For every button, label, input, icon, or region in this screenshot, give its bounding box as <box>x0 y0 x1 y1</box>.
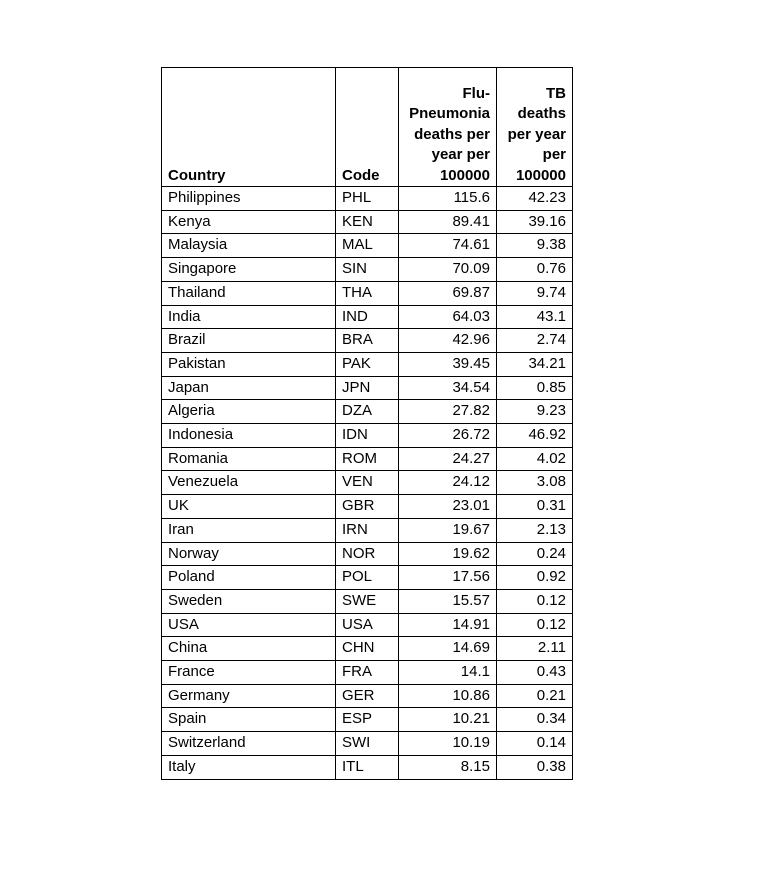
cell-code: GER <box>336 684 399 708</box>
cell-code: IRN <box>336 518 399 542</box>
cell-flu-pneumonia: 42.96 <box>399 329 497 353</box>
table-header <box>162 68 573 187</box>
cell-tb: 0.43 <box>497 661 573 685</box>
table-row <box>162 732 573 756</box>
cell-flu-pneumonia: 24.27 <box>399 447 497 471</box>
header-tb: TB deaths per year per 100000 <box>497 68 573 187</box>
header-flu-pneumonia: Flu-Pneumonia deaths per year per 100000 <box>399 68 497 187</box>
cell-code: IDN <box>336 424 399 448</box>
cell-country: Singapore <box>162 258 336 282</box>
cell-code: MAL <box>336 234 399 258</box>
table-row <box>162 637 573 661</box>
cell-country: Philippines <box>162 187 336 211</box>
cell-flu-pneumonia: 34.54 <box>399 376 497 400</box>
cell-tb: 2.74 <box>497 329 573 353</box>
cell-tb: 9.74 <box>497 281 573 305</box>
cell-country: India <box>162 305 336 329</box>
table-row <box>162 305 573 329</box>
table-row <box>162 234 573 258</box>
cell-tb: 0.31 <box>497 495 573 519</box>
cell-flu-pneumonia: 14.69 <box>399 637 497 661</box>
cell-flu-pneumonia: 23.01 <box>399 495 497 519</box>
table-body <box>162 187 573 780</box>
cell-country: UK <box>162 495 336 519</box>
cell-code: GBR <box>336 495 399 519</box>
cell-code: IND <box>336 305 399 329</box>
table-row <box>162 471 573 495</box>
table-row <box>162 518 573 542</box>
cell-tb: 9.38 <box>497 234 573 258</box>
cell-country: Spain <box>162 708 336 732</box>
cell-country: Algeria <box>162 400 336 424</box>
cell-code: THA <box>336 281 399 305</box>
cell-country: Germany <box>162 684 336 708</box>
cell-flu-pneumonia: 64.03 <box>399 305 497 329</box>
cell-country: France <box>162 661 336 685</box>
cell-code: NOR <box>336 542 399 566</box>
cell-tb: 42.23 <box>497 187 573 211</box>
cell-flu-pneumonia: 10.21 <box>399 708 497 732</box>
cell-tb: 0.21 <box>497 684 573 708</box>
header-country: Country <box>162 68 336 187</box>
cell-tb: 2.13 <box>497 518 573 542</box>
cell-country: Romania <box>162 447 336 471</box>
table-row <box>162 187 573 211</box>
cell-country: Malaysia <box>162 234 336 258</box>
table-row <box>162 258 573 282</box>
cell-country: Sweden <box>162 589 336 613</box>
cell-flu-pneumonia: 10.86 <box>399 684 497 708</box>
cell-country: Iran <box>162 518 336 542</box>
cell-tb: 9.23 <box>497 400 573 424</box>
cell-country: Japan <box>162 376 336 400</box>
cell-flu-pneumonia: 115.6 <box>399 187 497 211</box>
cell-country: China <box>162 637 336 661</box>
cell-flu-pneumonia: 14.91 <box>399 613 497 637</box>
cell-code: SWI <box>336 732 399 756</box>
cell-tb: 0.14 <box>497 732 573 756</box>
cell-code: ESP <box>336 708 399 732</box>
cell-code: BRA <box>336 329 399 353</box>
cell-code: ROM <box>336 447 399 471</box>
cell-flu-pneumonia: 24.12 <box>399 471 497 495</box>
cell-country: Venezuela <box>162 471 336 495</box>
cell-tb: 0.85 <box>497 376 573 400</box>
cell-code: POL <box>336 566 399 590</box>
cell-tb: 3.08 <box>497 471 573 495</box>
cell-code: VEN <box>336 471 399 495</box>
cell-code: SIN <box>336 258 399 282</box>
table-row <box>162 684 573 708</box>
cell-code: USA <box>336 613 399 637</box>
table-row <box>162 210 573 234</box>
cell-flu-pneumonia: 19.62 <box>399 542 497 566</box>
cell-tb: 43.1 <box>497 305 573 329</box>
cell-code: PHL <box>336 187 399 211</box>
table-row <box>162 352 573 376</box>
cell-code: FRA <box>336 661 399 685</box>
cell-country: Kenya <box>162 210 336 234</box>
table-row <box>162 281 573 305</box>
cell-flu-pneumonia: 39.45 <box>399 352 497 376</box>
cell-flu-pneumonia: 89.41 <box>399 210 497 234</box>
cell-tb: 0.92 <box>497 566 573 590</box>
cell-tb: 2.11 <box>497 637 573 661</box>
cell-flu-pneumonia: 74.61 <box>399 234 497 258</box>
table-row <box>162 495 573 519</box>
cell-code: ITL <box>336 755 399 779</box>
cell-tb: 0.12 <box>497 613 573 637</box>
cell-tb: 0.24 <box>497 542 573 566</box>
cell-tb: 39.16 <box>497 210 573 234</box>
cell-code: JPN <box>336 376 399 400</box>
cell-code: CHN <box>336 637 399 661</box>
cell-country: Brazil <box>162 329 336 353</box>
cell-country: Pakistan <box>162 352 336 376</box>
cell-country: Thailand <box>162 281 336 305</box>
header-code: Code <box>336 68 399 187</box>
cell-country: Indonesia <box>162 424 336 448</box>
cell-tb: 4.02 <box>497 447 573 471</box>
table-row <box>162 708 573 732</box>
cell-tb: 0.12 <box>497 589 573 613</box>
cell-code: SWE <box>336 589 399 613</box>
table-row <box>162 566 573 590</box>
cell-flu-pneumonia: 15.57 <box>399 589 497 613</box>
cell-flu-pneumonia: 26.72 <box>399 424 497 448</box>
cell-flu-pneumonia: 19.67 <box>399 518 497 542</box>
cell-country: Poland <box>162 566 336 590</box>
cell-country: Norway <box>162 542 336 566</box>
table-row <box>162 400 573 424</box>
cell-code: DZA <box>336 400 399 424</box>
table-row <box>162 589 573 613</box>
table-row <box>162 755 573 779</box>
cell-code: KEN <box>336 210 399 234</box>
table-row <box>162 542 573 566</box>
table-row <box>162 447 573 471</box>
cell-flu-pneumonia: 27.82 <box>399 400 497 424</box>
cell-flu-pneumonia: 14.1 <box>399 661 497 685</box>
cell-flu-pneumonia: 17.56 <box>399 566 497 590</box>
cell-tb: 0.34 <box>497 708 573 732</box>
cell-code: PAK <box>336 352 399 376</box>
cell-tb: 0.38 <box>497 755 573 779</box>
cell-country: USA <box>162 613 336 637</box>
table-row <box>162 329 573 353</box>
cell-flu-pneumonia: 10.19 <box>399 732 497 756</box>
cell-country: Italy <box>162 755 336 779</box>
cell-flu-pneumonia: 70.09 <box>399 258 497 282</box>
table-row <box>162 376 573 400</box>
cell-tb: 46.92 <box>497 424 573 448</box>
cell-tb: 34.21 <box>497 352 573 376</box>
cell-tb: 0.76 <box>497 258 573 282</box>
mortality-table <box>161 67 573 780</box>
table-row <box>162 424 573 448</box>
header-row <box>162 68 573 187</box>
cell-flu-pneumonia: 69.87 <box>399 281 497 305</box>
table-row <box>162 661 573 685</box>
table-row <box>162 613 573 637</box>
cell-flu-pneumonia: 8.15 <box>399 755 497 779</box>
cell-country: Switzerland <box>162 732 336 756</box>
